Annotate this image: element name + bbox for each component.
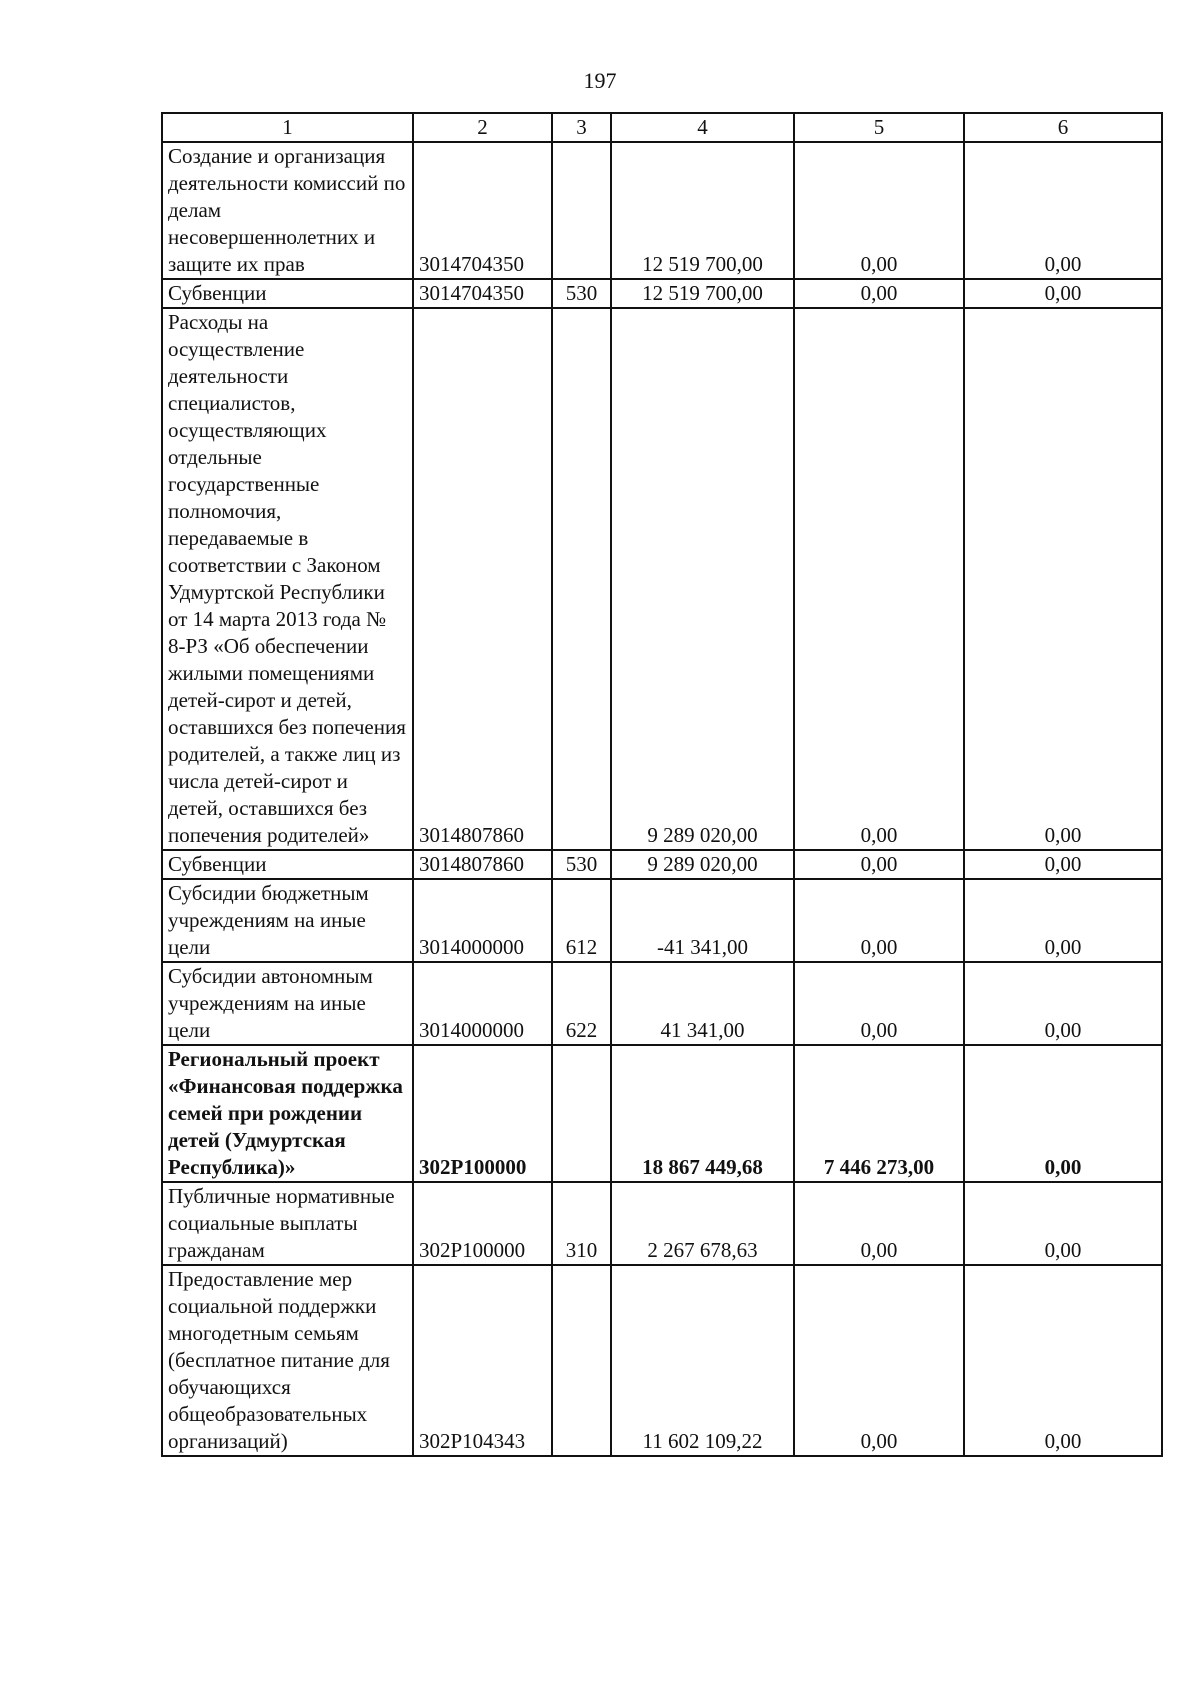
row-sum-col4: 12 519 700,00	[611, 142, 794, 279]
row-expense-type: 530	[552, 850, 611, 879]
row-code: 3014807860	[413, 308, 552, 850]
row-sum-col4: 41 341,00	[611, 962, 794, 1045]
row-code: 3014704350	[413, 279, 552, 308]
row-sum-col6: 0,00	[964, 1182, 1162, 1265]
table-header-row	[162, 113, 1162, 142]
row-sum-col5: 7 446 273,00	[794, 1045, 964, 1182]
header-col-1: 1	[162, 113, 413, 142]
row-sum-col6: 0,00	[964, 279, 1162, 308]
row-name: Субвенции	[162, 279, 413, 308]
row-sum-col5: 0,00	[794, 308, 964, 850]
row-sum-col6: 0,00	[964, 962, 1162, 1045]
row-code: 302P100000	[413, 1045, 552, 1182]
row-code: 302P104343	[413, 1265, 552, 1456]
header-col-6: 6	[964, 113, 1162, 142]
table-row	[162, 850, 1162, 879]
row-code: 302P100000	[413, 1182, 552, 1265]
row-name: Предоставление мер социальной поддержки многодетным семьям (бесплатное питание для обучающихся общеобразовательных организаций)	[162, 1265, 413, 1456]
row-sum-col5: 0,00	[794, 142, 964, 279]
table-row	[162, 1265, 1162, 1456]
row-code: 3014704350	[413, 142, 552, 279]
row-expense-type: 612	[552, 879, 611, 962]
row-sum-col5: 0,00	[794, 279, 964, 308]
row-sum-col5: 0,00	[794, 1265, 964, 1456]
row-sum-col4: 12 519 700,00	[611, 279, 794, 308]
row-sum-col4: 18 867 449,68	[611, 1045, 794, 1182]
row-sum-col6: 0,00	[964, 1045, 1162, 1182]
table-row	[162, 879, 1162, 962]
row-sum-col4: 9 289 020,00	[611, 308, 794, 850]
table-row	[162, 1182, 1162, 1265]
row-expense-type	[552, 1265, 611, 1456]
row-name: Субвенции	[162, 850, 413, 879]
row-sum-col5: 0,00	[794, 879, 964, 962]
row-sum-col6: 0,00	[964, 1265, 1162, 1456]
row-sum-col6: 0,00	[964, 308, 1162, 850]
row-sum-col5: 0,00	[794, 850, 964, 879]
table-row	[162, 962, 1162, 1045]
row-sum-col5: 0,00	[794, 1182, 964, 1265]
row-name: Региональный проект «Финансовая поддержка семей при рождении детей (Удмуртская Республика)»	[162, 1045, 413, 1182]
row-name: Субсидии бюджетным учреждениям на иные цели	[162, 879, 413, 962]
row-sum-col4: -41 341,00	[611, 879, 794, 962]
table-row	[162, 279, 1162, 308]
header-col-3: 3	[552, 113, 611, 142]
header-col-5: 5	[794, 113, 964, 142]
row-expense-type: 530	[552, 279, 611, 308]
header-col-4: 4	[611, 113, 794, 142]
row-expense-type	[552, 1045, 611, 1182]
row-sum-col5: 0,00	[794, 962, 964, 1045]
row-code: 3014807860	[413, 850, 552, 879]
table-row	[162, 142, 1162, 279]
row-sum-col6: 0,00	[964, 850, 1162, 879]
row-sum-col4: 2 267 678,63	[611, 1182, 794, 1265]
row-code: 3014000000	[413, 879, 552, 962]
row-name: Расходы на осуществление деятельности специалистов, осуществляющих отдельные государственные полномочия, передаваемые в соответствии с Законом Удмуртской Республики от 14 марта 2013 года № 8-РЗ «Об обеспечении жилыми помещениями детей-сирот и детей, оставшихся без попечения родителей, а также лиц из числа детей-сирот и детей, оставшихся без попечения родителей»	[162, 308, 413, 850]
budget-table	[161, 112, 1163, 1457]
row-code: 3014000000	[413, 962, 552, 1045]
row-name: Публичные нормативные социальные выплаты гражданам	[162, 1182, 413, 1265]
row-expense-type: 622	[552, 962, 611, 1045]
table-row-regional-project	[162, 1045, 1162, 1182]
page-number: 197	[583, 68, 617, 93]
row-sum-col4: 11 602 109,22	[611, 1265, 794, 1456]
row-expense-type: 310	[552, 1182, 611, 1265]
row-expense-type	[552, 142, 611, 279]
header-col-2: 2	[413, 113, 552, 142]
row-name: Субсидии автономным учреждениям на иные цели	[162, 962, 413, 1045]
row-sum-col4: 9 289 020,00	[611, 850, 794, 879]
row-name: Создание и организация деятельности комиссий по делам несовершеннолетних и защите их прав	[162, 142, 413, 279]
table-row	[162, 308, 1162, 850]
row-expense-type	[552, 308, 611, 850]
row-sum-col6: 0,00	[964, 142, 1162, 279]
row-sum-col6: 0,00	[964, 879, 1162, 962]
